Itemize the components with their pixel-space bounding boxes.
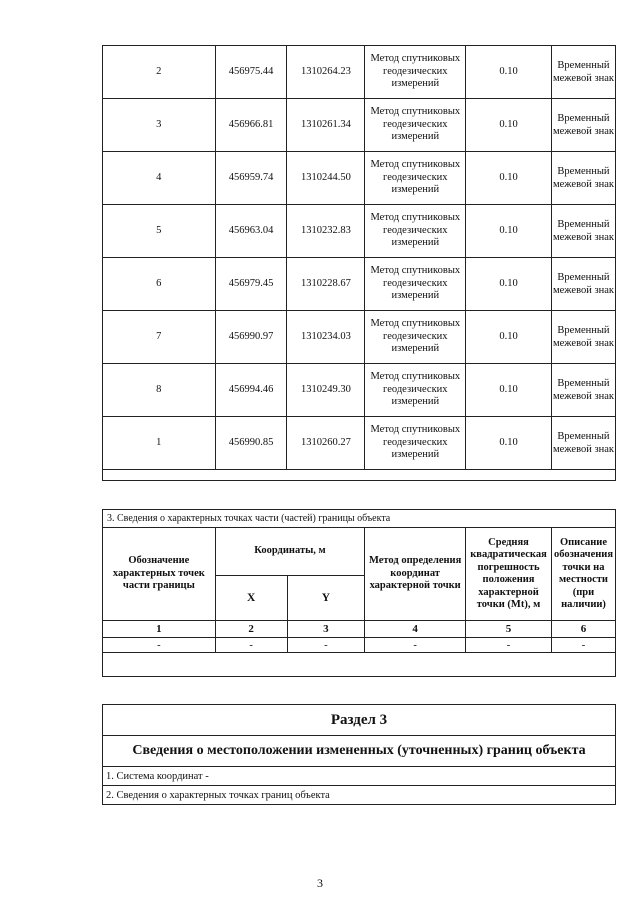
part-boundary-table xyxy=(102,509,616,677)
y-cell: 1310249.30 xyxy=(287,364,365,417)
dash-cell: - xyxy=(215,638,287,653)
section-title: Раздел 3 xyxy=(103,705,616,736)
point-cell: 4 xyxy=(103,152,216,205)
accuracy-cell: 0.10 xyxy=(466,417,552,470)
table-row xyxy=(103,46,616,99)
point-cell: 1 xyxy=(103,417,216,470)
part-table-caption: 3. Сведения о характерных точках части (частей) границы объекта xyxy=(103,510,616,528)
dash-row xyxy=(103,638,616,653)
landmark-cell: Временный межевой знак xyxy=(551,258,615,311)
landmark-cell: Временный межевой знак xyxy=(551,364,615,417)
table-row xyxy=(103,311,616,364)
table-row xyxy=(103,152,616,205)
header-method: Метод определения координат характерной точки xyxy=(365,528,466,621)
method-cell: Метод спутниковых геодезических измерений xyxy=(365,152,466,205)
column-number: 3 xyxy=(287,621,365,638)
accuracy-cell: 0.10 xyxy=(466,152,552,205)
x-cell: 456990.85 xyxy=(215,417,287,470)
y-cell: 1310260.27 xyxy=(287,417,365,470)
method-cell: Метод спутниковых геодезических измерений xyxy=(365,258,466,311)
point-cell: 3 xyxy=(103,99,216,152)
header-designation: Обозначение характерных точек части границы xyxy=(103,528,216,621)
method-cell: Метод спутниковых геодезических измерений xyxy=(365,364,466,417)
x-cell: 456959.74 xyxy=(215,152,287,205)
boundary-points-line: 2. Сведения о характерных точках границ объекта xyxy=(103,786,616,805)
point-cell: 5 xyxy=(103,205,216,258)
y-cell: 1310234.03 xyxy=(287,311,365,364)
landmark-cell: Временный межевой знак xyxy=(551,152,615,205)
y-cell: 1310228.67 xyxy=(287,258,365,311)
point-cell: 6 xyxy=(103,258,216,311)
accuracy-cell: 0.10 xyxy=(466,99,552,152)
landmark-cell: Временный межевой знак xyxy=(551,417,615,470)
dash-cell: - xyxy=(287,638,365,653)
x-cell: 456975.44 xyxy=(215,46,287,99)
method-cell: Метод спутниковых геодезических измерений xyxy=(365,417,466,470)
method-cell: Метод спутниковых геодезических измерений xyxy=(365,311,466,364)
y-cell: 1310261.34 xyxy=(287,99,365,152)
table-row xyxy=(103,417,616,470)
x-cell: 456963.04 xyxy=(215,205,287,258)
accuracy-cell: 0.10 xyxy=(466,205,552,258)
column-number: 1 xyxy=(103,621,216,638)
header-accuracy: Средняя квадратическая погрешность положения характерной точки (Mt), м xyxy=(466,528,552,621)
y-cell: 1310264.23 xyxy=(287,46,365,99)
section3-table xyxy=(102,704,616,805)
dash-cell: - xyxy=(103,638,216,653)
y-cell: 1310244.50 xyxy=(287,152,365,205)
table-row xyxy=(103,99,616,152)
column-number: 2 xyxy=(215,621,287,638)
accuracy-cell: 0.10 xyxy=(466,364,552,417)
landmark-cell: Временный межевой знак xyxy=(551,46,615,99)
y-cell: 1310232.83 xyxy=(287,205,365,258)
x-cell: 456979.45 xyxy=(215,258,287,311)
header-y: Y xyxy=(287,576,365,621)
column-number: 6 xyxy=(551,621,615,638)
dash-cell: - xyxy=(365,638,466,653)
accuracy-cell: 0.10 xyxy=(466,46,552,99)
spacer-cell xyxy=(103,470,616,481)
point-cell: 2 xyxy=(103,46,216,99)
page-number: 3 xyxy=(317,876,323,890)
header-description: Описание обозначения точки на местности (при наличии) xyxy=(551,528,615,621)
boundary-points-body xyxy=(103,46,616,481)
method-cell: Метод спутниковых геодезических измерений xyxy=(365,46,466,99)
point-cell: 7 xyxy=(103,311,216,364)
point-cell: 8 xyxy=(103,364,216,417)
column-number: 4 xyxy=(365,621,466,638)
method-cell: Метод спутниковых геодезических измерений xyxy=(365,205,466,258)
header-x: X xyxy=(215,576,287,621)
table-row xyxy=(103,258,616,311)
table-row xyxy=(103,364,616,417)
empty-cell xyxy=(103,653,616,677)
dash-cell: - xyxy=(466,638,552,653)
landmark-cell: Временный межевой знак xyxy=(551,205,615,258)
dash-cell: - xyxy=(551,638,615,653)
accuracy-cell: 0.10 xyxy=(466,258,552,311)
method-cell: Метод спутниковых геодезических измерений xyxy=(365,99,466,152)
section-subtitle: Сведения о местоположении измененных (уточненных) границ объекта xyxy=(103,736,616,767)
table-row xyxy=(103,205,616,258)
header-coordinates: Координаты, м xyxy=(215,528,365,576)
x-cell: 456990.97 xyxy=(215,311,287,364)
column-numbers-row xyxy=(103,621,616,638)
spacer-row xyxy=(103,470,616,481)
x-cell: 456966.81 xyxy=(215,99,287,152)
x-cell: 456994.46 xyxy=(215,364,287,417)
landmark-cell: Временный межевой знак xyxy=(551,311,615,364)
coordinate-system-line: 1. Система координат - xyxy=(103,767,616,786)
column-number: 5 xyxy=(466,621,552,638)
empty-row xyxy=(103,653,616,677)
boundary-points-table xyxy=(102,45,616,481)
landmark-cell: Временный межевой знак xyxy=(551,99,615,152)
accuracy-cell: 0.10 xyxy=(466,311,552,364)
